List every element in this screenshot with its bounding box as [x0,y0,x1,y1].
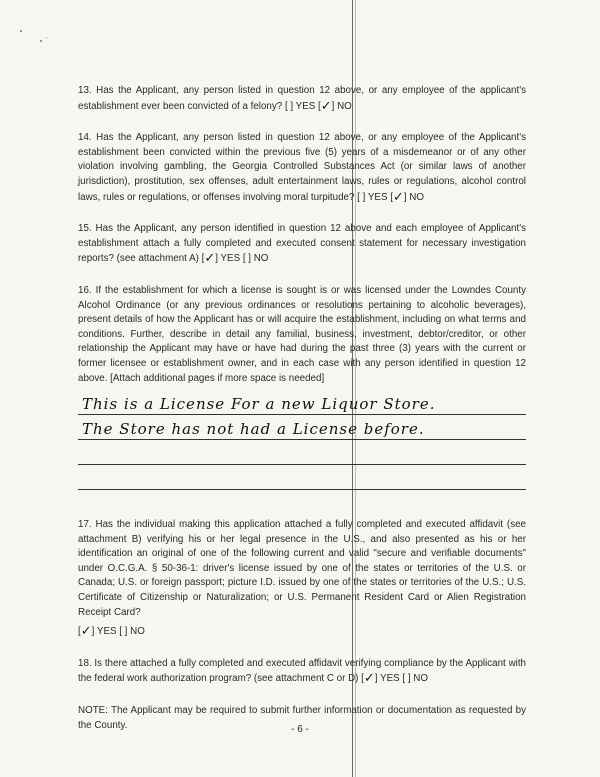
question-15 [78,222,526,267]
handwritten-line-1: This is a License For a new Liquor Store. [82,395,436,414]
question-17-open-bracket: [ [78,626,81,638]
scan-speck [20,30,22,32]
question-13-options: ] NO [331,100,352,112]
question-15-text: 15. Has the Applicant, any person identified in question 12 above and each employee of Applicant's establishment attach a fully completed and executed consent statement for necessary investigation reports? (see attachment A) [ [78,223,526,265]
handwritten-line-2: The Store has not had a License before. [82,420,425,439]
answer-line-4 [78,465,526,490]
question-14 [78,131,526,205]
answer-line-1 [78,390,526,415]
question-14-text: 14. Has the Applicant, any person listed in question 12 above, or any employee of the Applicant's establishment been convicted within the previous five (5) years of a misdemeanor or of any other violation involving gambling, the Georgia Controlled Substances Act (or similar laws of another jurisdiction), prostitution, sex offenses, adult entertainment laws, rules or regulations, alcohol control laws, rules or regulations, or offenses involving moral turpitude? [ ] YES [ [78,132,526,203]
question-15-options: ] YES [ ] NO [215,253,269,265]
question-13 [78,84,526,114]
question-18-text: 18. Is there attached a fully completed and executed affidavit verifying compliance by the Applicant with the federal work authorization program? (see attachment C or D) [ [78,657,526,685]
handwritten-answer-area [78,390,526,490]
question-17-options: ] YES [ ] NO [91,626,145,638]
note-text: NOTE: The Applicant may be required to submit further information or documentation as requested by the County. [78,705,526,731]
question-13-text: 13. Has the Applicant, any person listed in question 12 above, or any employee of the applicant's establishment ever been convicted of a felony? [ ] YES [ [78,85,526,112]
form-content [78,84,526,733]
answer-line-3 [78,440,526,465]
question-17 [78,518,526,620]
checkmark-icon: ✓ [320,98,332,114]
checkmark-icon: ✓ [392,189,404,205]
question-14-options: ] NO [403,191,424,203]
answer-line-2 [78,415,526,440]
question-17-text: 17. Has the individual making this application attached a fully completed and executed affidavit (see attachment B) verifying his or her legal presence in the U.S., and also presented as his or her identification an original of one of the following current and valid "secure and verifiable documents" under O.C.G.A. § 50-36-1: driver's license issued by one of the states or territories of the U.S. or Canada; U.S. or foreign passport; picture I.D. issued by one of the states or territories of the U.S.; U.S. Certificate of Citizenship or Naturalization; or U.S. Permanent Resident Card or Alien Registration Receipt Card? [78,519,526,618]
question-16 [78,284,526,386]
checkmark-icon: ✓ [204,251,216,267]
checkmark-icon: ✓ [80,624,92,640]
question-16-text: 16. If the establishment for which a license is sought is or was licensed under the Lowndes County Alcohol Ordinance (or any previous ordinances or resolutions pertaining to alcoholic beverages), present details of how the Applicant has or will acquire the establishment, including on what terms and conditions. Further, describe in detail any familial, business, investment, debtor/creditor, or other relationship the Applicant may have or have had during the past three (3) years with the current or former licensee or establishment owner, and in each case with any person identified in question 12 above. [Attach additional pages if more space is needed] [78,284,526,384]
question-18-options: ] YES [ ] NO [374,673,428,685]
checkmark-icon: ✓ [363,671,375,687]
page-number: - 6 - [291,724,309,735]
question-18 [78,657,526,687]
question-17-answer [78,624,526,640]
scan-speck [46,37,47,38]
scan-speck [40,40,42,42]
